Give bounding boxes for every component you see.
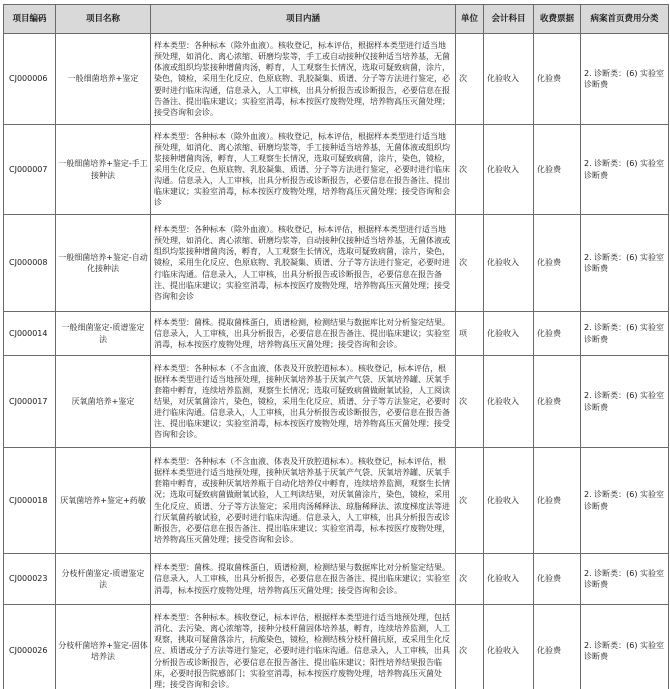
row-category: 2. 诊断类：(6) 实验室诊断费: [581, 356, 669, 448]
row-desc: 样本类型：各种标本（除外血液）。核收登记，标本评估，根据样本类型进行适当地预处理，如消化、离心浓缩、研磨均浆等，手工或自动接种仪接种适当培养基，无菌体液或组织均浆接种增菌肉汤，孵育，人工观察生长情况，选取可疑致病菌，涂片，染色，镜检，采用生化反应、色原底物、乳胶凝集、质谱、分子等方法进行鉴定，必要时进行临床沟通，信息录入，人工审核，出具分析报告或诊断报告，必要信息在报告备注、提出临床建议；实验室消毒，标本按医疗废物处理，培养物高压灭菌处理；接受咨询和会诊。: [151, 34, 456, 125]
row-code: CJ000023: [4, 554, 56, 605]
row-unit: 次: [456, 34, 484, 125]
header-account: 会计科目: [484, 5, 534, 34]
row-desc: 样本类型：各种标本（不含血液、体表及开放腔道标本）。核收登记，标本评估，根据样本类型进行适当地预处理，接种厌氧培养基于厌氧产气袋、厌氧培养罐、厌氧手套箱中孵育，连续培养监测，观察生长情况；选取可疑致病菌做耐氧试验，人工阅读结果，对厌氧菌涂片，染色，镜检，采用生化反应、质谱、分子等方法鉴定，必要时进行临床沟通。信息录入，人工审核，出具分析报告或诊断报告，必要信息在报告备注、提出临床建议；实验室消毒，标本按医疗废物处理，培养物高压灭菌处理；接受咨询和会诊。: [151, 356, 456, 448]
table-row: [4, 448, 669, 554]
table-row: [4, 605, 669, 689]
table-header-row: [4, 5, 669, 34]
table-row: [4, 215, 669, 312]
row-name: 一般细菌培养+鉴定: [56, 34, 151, 125]
row-bill: 化验费: [534, 448, 581, 554]
row-account: 化验收入: [484, 34, 534, 125]
row-code: CJ000017: [4, 356, 56, 448]
row-unit: 次: [456, 215, 484, 312]
row-account: 化验收入: [484, 125, 534, 215]
row-account: 化验收入: [484, 448, 534, 554]
row-bill: 化验费: [534, 554, 581, 605]
header-desc: 项目内涵: [151, 5, 456, 34]
row-bill: 化验费: [534, 356, 581, 448]
row-category: 2. 诊断类：(6) 实验室诊断费: [581, 312, 669, 356]
table-row: [4, 554, 669, 605]
row-code: CJ000018: [4, 448, 56, 554]
row-unit: 次: [456, 554, 484, 605]
header-code: 项目编码: [4, 5, 56, 34]
row-unit: 项: [456, 312, 484, 356]
fee-item-table: [3, 4, 669, 689]
row-unit: 次: [456, 448, 484, 554]
row-name: 分枝杆菌鉴定-质谱鉴定法: [56, 554, 151, 605]
row-unit: 次: [456, 356, 484, 448]
row-name: 分枝杆菌培养+鉴定-固体培养法: [56, 605, 151, 689]
row-name: 一般细菌鉴定-质谱鉴定法: [56, 312, 151, 356]
row-category: 2. 诊断类：(6) 实验室诊断费: [581, 34, 669, 125]
row-account: 化验收入: [484, 605, 534, 689]
table-row: [4, 312, 669, 356]
row-bill: 化验费: [534, 34, 581, 125]
table-row: [4, 34, 669, 125]
header-category: 病案首页费用分类: [581, 5, 669, 34]
header-unit: 单位: [456, 5, 484, 34]
row-bill: 化验费: [534, 605, 581, 689]
row-unit: 次: [456, 125, 484, 215]
row-category: 2. 诊断类：(6) 实验室诊断费: [581, 554, 669, 605]
row-bill: 化验费: [534, 125, 581, 215]
row-desc: 样本类型：菌株。提取菌株蛋白，质谱检测，检测结果与数据库比对分析鉴定结果。信息录入，人工审核，出具分析报告，必要信息在报告备注、提出临床建议；实验室消毒，标本按医疗废物处理，培养物高压灭菌处理；接受咨询和会诊。: [151, 312, 456, 356]
row-account: 化验收入: [484, 554, 534, 605]
row-desc: 样本类型：各种标本（除外血液）。核收登记，标本评估，根据样本类型进行适当地预处理，如消化、离心浓缩、研磨均浆等，自动接种仪接种适当培养基，无菌体液或组织均浆接种增菌肉汤，孵育，人工观察生长情况，选取可疑致病菌，涂片，染色，镜检，采用生化反应、色原底物、乳胶凝集、质谱、分子等方法进行鉴定，必要时进行临床沟通。信息录入，人工审核，出具分析报告或诊断报告，必要信息在报告备注、提出临床建议；实验室消毒，标本按医疗废物处理，培养物高压灭菌处理；接受咨询和会诊: [151, 215, 456, 312]
row-name: 一般细菌培养+鉴定-自动化接种法: [56, 215, 151, 312]
row-code: CJ000006: [4, 34, 56, 125]
row-account: 化验收入: [484, 312, 534, 356]
row-code: CJ000014: [4, 312, 56, 356]
row-category: 2. 诊断类：(6) 实验室诊断费: [581, 448, 669, 554]
row-code: CJ000026: [4, 605, 56, 689]
row-desc: 样本类型：各种标本（不含血液、体表及开放腔道标本）。核收登记，标本评估，根据样本类型进行适当地预处理，接种厌氧培养基于厌氧产气袋、厌氧培养罐、厌氧手套箱中孵育，或接种厌氧培养瓶于自动化培养仪中孵育，连续培养监测，观察生长情况；选取可疑致病菌做耐氧试验，人工判读结果，对厌氧菌涂片，染色，镜检，采用生化反应、质谱、分子等方法鉴定；采用肉汤稀释法、琼脂稀释法、浓度梯度法等进行厌氧菌药敏试验，必要时进行临床沟通。信息录入，人工审核，出具分析报告或诊断报告，必要信息在报告备注、提出临床建议；实验室消毒，标本按医疗废物处理，培养物高压灭菌处理；接受咨询和会诊。: [151, 448, 456, 554]
row-desc: 样本类型：各种标本（除外血液）。核收登记，标本评估，根据样本类型进行适当地预处理，如消化、离心浓缩、研磨均浆等，手工接种适当培养基，无菌体液或组织均浆接种增菌肉汤，孵育，人工观察生长情况，选取可疑致病菌，涂片，染色，镜检，采用生化反应、色原底物、乳胶凝集、质谱、分子等方法进行鉴定，必要时进行临床沟通。信息录入，人工审核，出具分析报告或诊断报告，必要信息在报告备注、提出临床建议；实验室消毒，标本按医疗废物处理，培养物高压灭菌处理；接受咨询和会诊: [151, 125, 456, 215]
row-desc: 样本类型：各种标本。核收登记，标本评估，根据样本类型进行适当地预处理，包括消化、去污染、离心浓缩等，接种分枝杆菌固体培养基，孵育，连续培养监测，人工观察，挑取可疑菌落涂片，抗酸染色，镜检，检测结核分枝杆菌抗原，或采用生化反应、质谱或分子方法等进行鉴定，必要时进行临床沟通。信息录入，人工审核，出具分析报告或诊断报告，必要信息在报告备注、提出临床建议；阳性培养结果报告临床，必要时报告院感部门；实验室消毒，标本按医疗废物处理，培养物高压灭菌处理；接受咨询和会诊。: [151, 605, 456, 689]
table-row: [4, 356, 669, 448]
row-name: 厌氧菌培养+鉴定: [56, 356, 151, 448]
row-code: CJ000008: [4, 215, 56, 312]
row-code: CJ000007: [4, 125, 56, 215]
row-account: 化验收入: [484, 215, 534, 312]
row-bill: 化验费: [534, 312, 581, 356]
row-bill: 化验费: [534, 215, 581, 312]
row-account: 化验收入: [484, 356, 534, 448]
row-unit: 次: [456, 605, 484, 689]
row-desc: 样本类型：菌株。提取菌株蛋白，质谱检测，检测结果与数据库比对分析鉴定结果。信息录入，人工审核，出具分析报告，必要信息在报告备注、提出临床建议；实验室消毒，标本按医疗废物处理，培养物高压灭菌处理；接受咨询和会诊。: [151, 554, 456, 605]
table-row: [4, 125, 669, 215]
row-name: 一般细菌培养+鉴定-手工接种法: [56, 125, 151, 215]
row-category: 2. 诊断类：(6) 实验室诊断费: [581, 125, 669, 215]
row-name: 厌氧菌培养+鉴定+药敏: [56, 448, 151, 554]
header-bill: 收费票据: [534, 5, 581, 34]
header-name: 项目名称: [56, 5, 151, 34]
row-category: 2. 诊断类：(6) 实验室诊断费: [581, 605, 669, 689]
row-category: 2. 诊断类：(6) 实验室诊断费: [581, 215, 669, 312]
